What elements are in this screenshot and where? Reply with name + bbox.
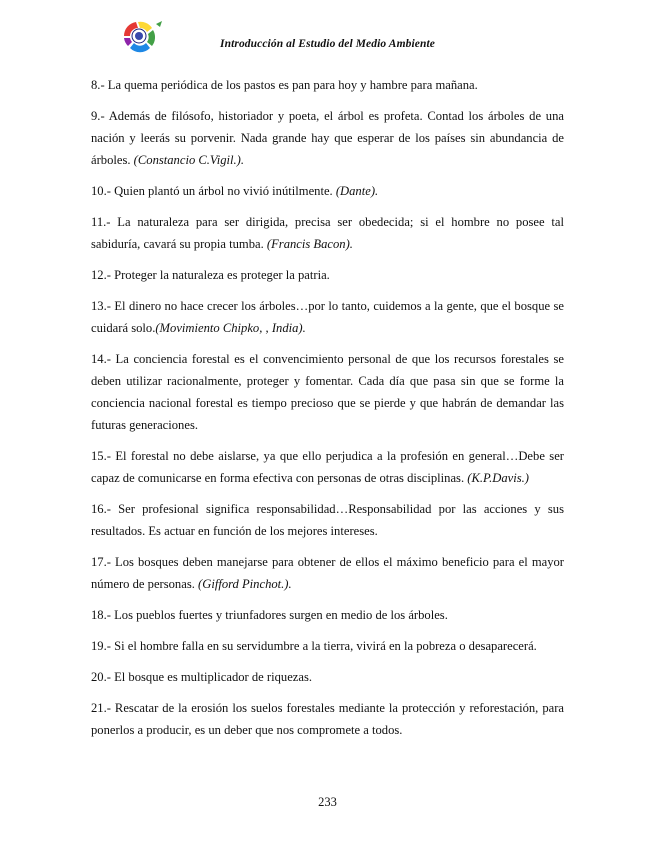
header-title: Introducción al Estudio del Medio Ambiente	[220, 38, 435, 50]
quote-text: 8.- La quema periódica de los pastos es pan para hoy y hambre para mañana.	[91, 78, 478, 92]
quote-paragraph	[91, 180, 564, 202]
quote-text: 12.- Proteger la naturaleza es proteger la patria.	[91, 268, 330, 282]
quote-author: (Francis Bacon).	[266, 237, 353, 251]
quote-text: 10.- Quien plantó un árbol no vivió inútilmente.	[91, 184, 336, 198]
quote-paragraph	[91, 498, 564, 542]
quote-paragraph	[91, 551, 564, 595]
quote-paragraph	[91, 74, 564, 96]
quote-author: (Gifford Pinchot.).	[198, 577, 292, 591]
quote-paragraph	[91, 105, 564, 171]
quote-paragraph	[91, 445, 564, 489]
quote-author: (Movimiento Chipko, , India).	[155, 321, 306, 335]
quote-author: (Dante).	[335, 184, 379, 198]
quote-text: 13.- El dinero no hace crecer los árboles…por lo tanto, cuidemos a la gente, que el bosque se cuidará solo.	[91, 299, 564, 335]
quote-text: 18.- Los pueblos fuertes y triunfadores surgen en medio de los árboles.	[91, 608, 448, 622]
quote-text: 16.- Ser profesional significa responsabilidad…Responsabilidad por las acciones y sus resultados. Es actuar en función de los mejores intereses.	[91, 502, 564, 538]
quote-paragraph	[91, 604, 564, 626]
quote-paragraph	[91, 295, 564, 339]
quote-paragraph	[91, 211, 564, 255]
quote-text: 20.- El bosque es multiplicador de riquezas.	[91, 670, 313, 684]
quote-text: 21.- Rescatar de la erosión los suelos forestales mediante la protección y reforestación, para ponerlos a producir, es un deber que nos compromete a todos.	[91, 701, 564, 737]
quote-author: (Constancio C.Vigil.).	[133, 153, 244, 167]
quote-paragraph	[91, 697, 564, 741]
document-body	[91, 74, 564, 750]
quote-paragraph	[91, 264, 564, 286]
quote-text: 17.- Los bosques deben manejarse para obtener de ellos el máximo beneficio para el mayor número de personas.	[91, 555, 564, 591]
quote-paragraph	[91, 666, 564, 688]
quote-author: (K.P.Davis.)	[467, 471, 529, 485]
quote-paragraph	[91, 635, 564, 657]
quote-text: 11.- La naturaleza para ser dirigida, precisa ser obedecida; si el hombre no posee tal sabiduría, cavará su propia tumba.	[91, 215, 564, 251]
quote-paragraph	[91, 348, 564, 436]
quote-text: 15.- El forestal no debe aislarse, ya que ello perjudica a la profesión en general…Debe ser capaz de comunicarse en forma efectiva con personas de otras disciplinas.	[91, 449, 564, 485]
quote-text: 14.- La conciencia forestal es el convencimiento personal de que los recursos forestales se deben utilizar racionalmente, proteger y fomentar. Cada día que pasa sin que se forme la conciencia nacional forestal es tiempo precioso que se pierde y que habrán de demandar las futuras generaciones.	[91, 352, 564, 432]
page-number: 233	[318, 795, 337, 809]
quote-text: 9.- Además de filósofo, historiador y poeta, el árbol es profeta. Contad los árboles de una nación y leerás su porvenir. Nada grande hay que esperar de los países sin abundancia de árboles.	[91, 109, 564, 167]
quote-text: 19.- Si el hombre falla en su servidumbre a la tierra, vivirá en la pobreza o desaparecerá.	[91, 639, 537, 653]
